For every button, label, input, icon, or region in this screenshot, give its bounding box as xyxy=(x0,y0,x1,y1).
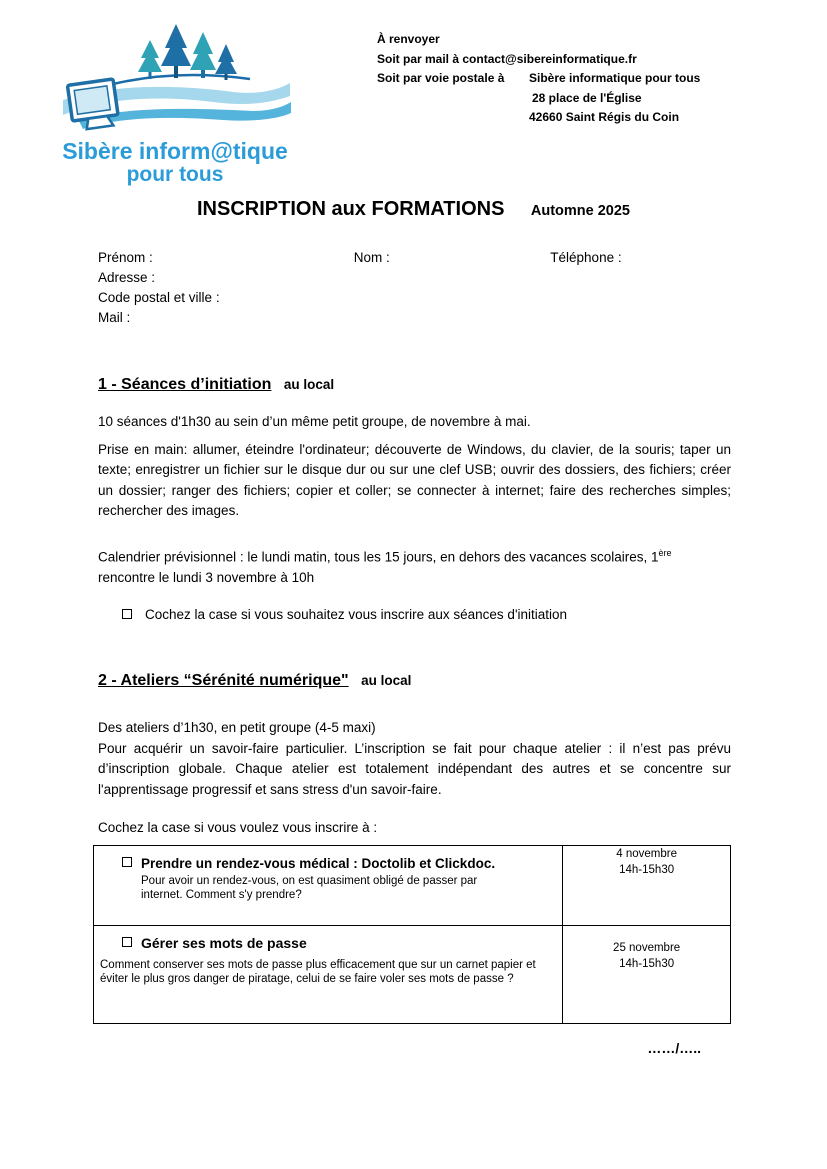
section1-intro: 10 séances d'1h30 au sein d’un même petit groupe, de novembre à mai. xyxy=(98,414,531,429)
phone-label: Téléphone : xyxy=(550,250,622,265)
workshops-table xyxy=(93,845,731,1024)
initiation-checkbox-label: Cochez la case si vous souhaitez vous inscrire aux séances d'initiation xyxy=(145,607,568,622)
postcode-city-label: Code postal et ville : xyxy=(98,290,220,305)
workshop-date: 4 novembre xyxy=(616,847,677,860)
initiation-checkbox-row xyxy=(98,606,731,624)
section2-intro: Des ateliers d’1h30, en petit groupe (4-5 maxi) xyxy=(98,720,376,735)
workshop-title: Prendre un rendez-vous médical : Doctolib et Clickdoc. xyxy=(141,855,496,871)
title-season: Automne 2025 xyxy=(530,203,630,219)
postal-name: Sibère informatique pour tous xyxy=(529,71,701,85)
table-row xyxy=(94,925,731,1023)
workshops-intro: Cochez la case si vous voulez vous inscrire à : xyxy=(98,820,378,835)
table-row xyxy=(94,845,731,925)
section2-heading-row xyxy=(98,670,731,692)
workshop-doctolib-checkbox[interactable] xyxy=(122,857,132,867)
section2-heading: 2 - Ateliers “Sérénité numérique" xyxy=(98,672,349,689)
page-continuation-marker: ……/….. xyxy=(647,1039,701,1056)
workshop-cell-passwords xyxy=(94,925,563,1023)
workshop-schedule-cell xyxy=(563,925,731,1023)
identity-form xyxy=(98,248,731,328)
logo xyxy=(58,22,296,186)
workshop-description: Pour avoir un rendez-vous, on est quasiment obligé de passer par internet. Comment s'y prendre? xyxy=(141,874,478,901)
section1-calendar: Calendrier prévisionnel : le lundi matin, tous les 15 jours, en dehors des vacances scolaires, 1ère rencontre le lundi 3 novembre à 10h xyxy=(98,547,672,585)
postal-city: 42660 Saint Régis du Coin xyxy=(529,110,680,124)
firstname-label: Prénom : xyxy=(98,250,153,265)
lastname-label: Nom : xyxy=(353,250,390,265)
return-label: À renvoyer xyxy=(377,32,440,46)
section1-heading-suffix: au local xyxy=(283,377,335,392)
trees-icon xyxy=(138,24,237,80)
return-postal-block xyxy=(377,69,700,128)
return-instructions xyxy=(377,30,700,128)
initiation-checkbox[interactable] xyxy=(122,609,132,619)
address-label: Adresse : xyxy=(98,270,156,285)
workshop-date: 25 novembre xyxy=(613,941,681,954)
section2-heading-suffix: au local xyxy=(361,673,412,688)
return-postal-label: Soit par voie postale à xyxy=(377,71,505,85)
ordinal-superscript: ère xyxy=(658,547,672,558)
section2-description: Pour acquérir un savoir-faire particulier. L’inscription se fait pour chaque atelier : il n’est pas prévu d’inscription globale. Chaque atelier est totalement indépendant des autres et se concentre sur l'apprentissage progressif et sans stress d'un savoir-faire. xyxy=(98,740,731,797)
workshop-passwords-checkbox[interactable] xyxy=(122,937,132,947)
section1-heading: 1 - Séances d’initiation xyxy=(98,376,272,393)
computer-icon xyxy=(67,79,119,131)
workshop-time: 14h-15h30 xyxy=(619,957,675,970)
email-label: Mail : xyxy=(98,310,131,325)
form-row-names xyxy=(98,248,731,268)
logo-graphic xyxy=(58,22,296,186)
workshop-cell-doctolib xyxy=(94,845,563,925)
section1-heading-row xyxy=(98,374,731,396)
workshop-schedule-cell xyxy=(563,845,731,925)
logo-text-line2: pour tous xyxy=(126,163,224,186)
section1-description: Prise en main: allumer, éteindre l'ordinateur; découverte de Windows, du clavier, de la souris; taper un texte; enregistrer un fichier sur le disque dur ou sur une clef USB; ouvrir des dossiers, des fichiers; créer un dossier; ranger des fichiers; copier et coller; se connecter à internet; faire des recherches simples; rechercher des images. xyxy=(98,441,731,518)
workshop-title: Gérer ses mots de passe xyxy=(141,934,307,951)
document-title xyxy=(0,196,827,224)
workshop-time: 14h-15h30 xyxy=(619,863,675,876)
return-mail-line: Soit par mail à contact@sibereinformatique.fr xyxy=(377,51,637,66)
workshop-description: Comment conserver ses mots de passe plus efficacement que sur un carnet papier et éviter le plus gros danger de piratage, celui de se faire voler ses mots de passe ? xyxy=(100,958,536,985)
document-header xyxy=(0,0,827,196)
title-main: INSCRIPTION aux FORMATIONS xyxy=(197,198,505,220)
postal-address: 28 place de l'Église xyxy=(532,90,642,105)
logo-text-line1: Sibère inform@tique xyxy=(62,138,288,164)
